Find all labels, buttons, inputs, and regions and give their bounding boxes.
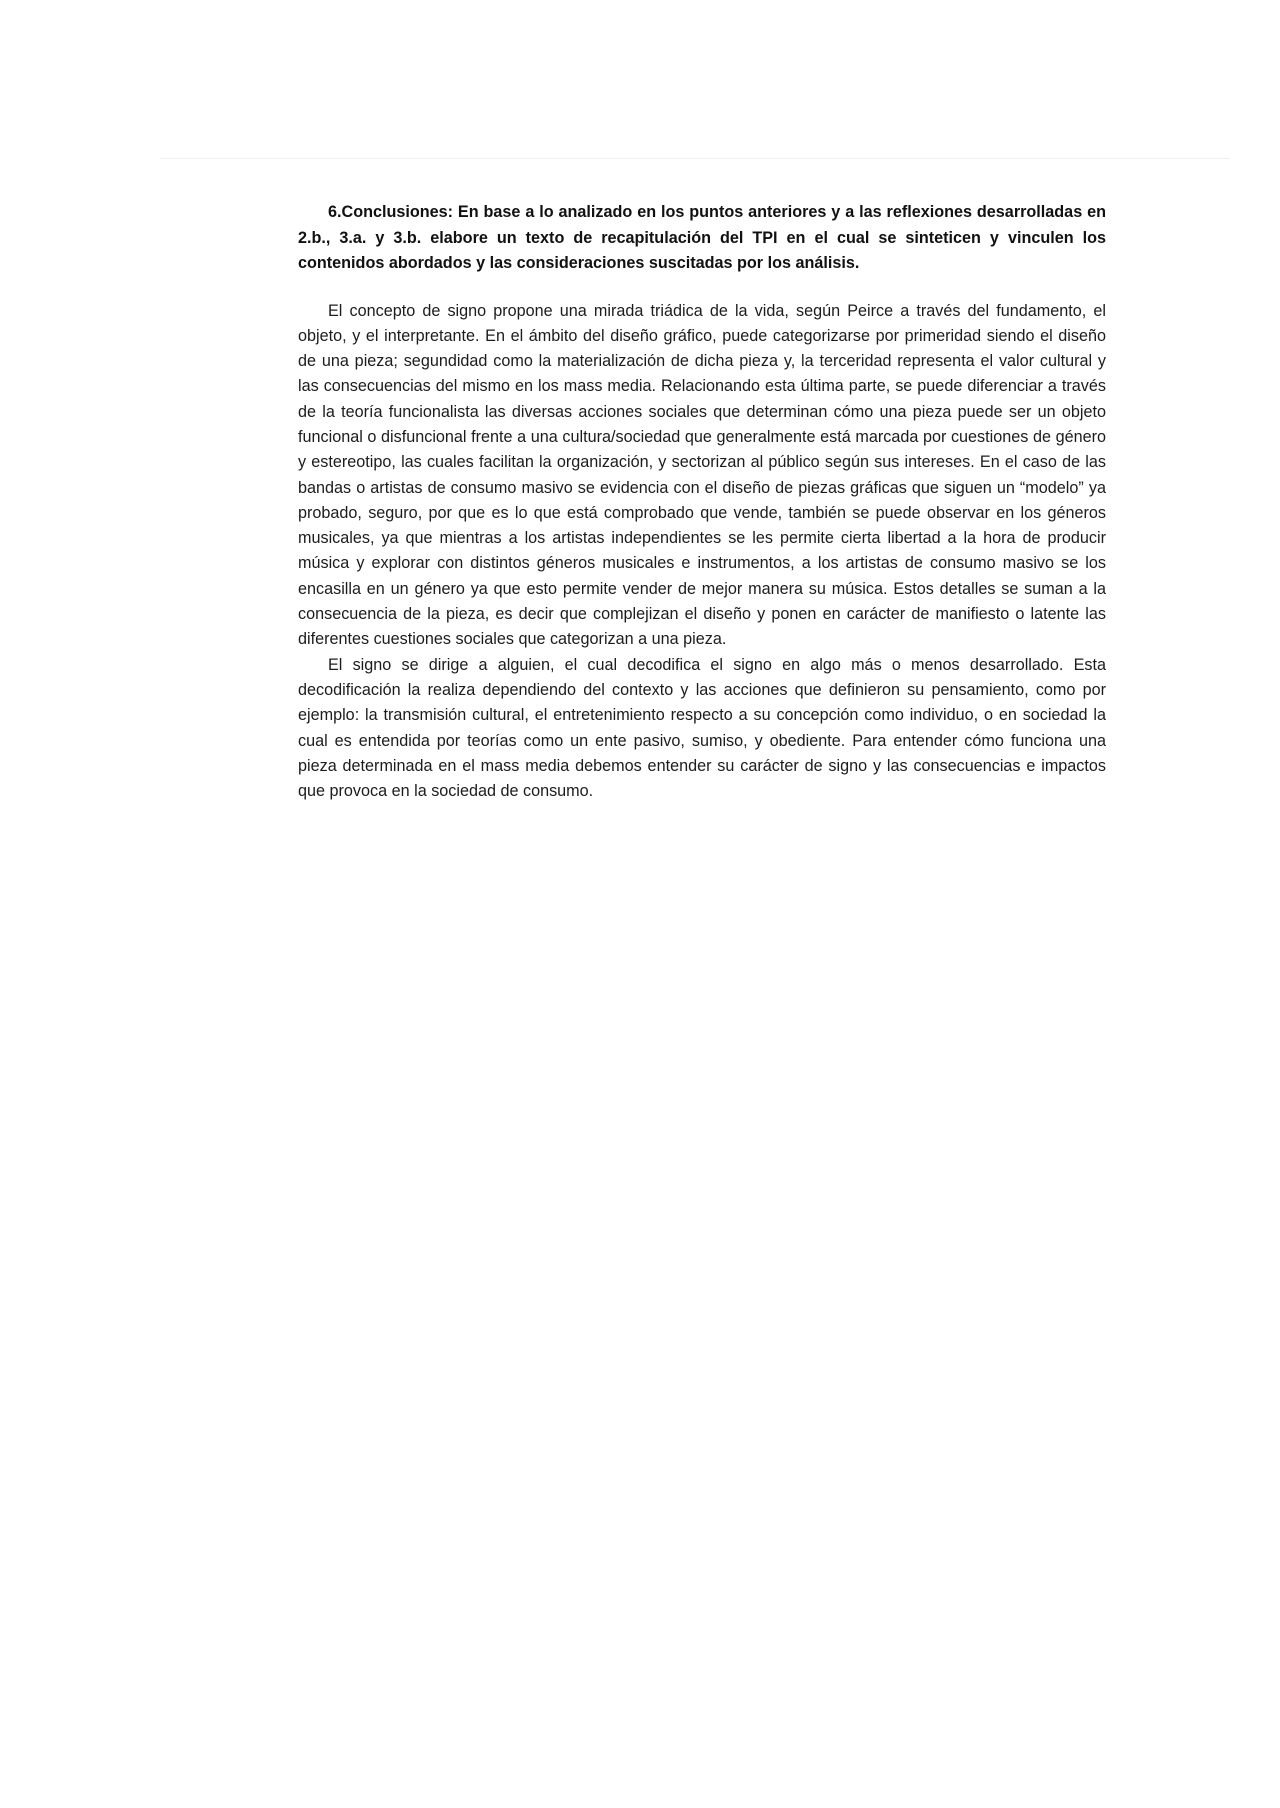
document-body xyxy=(298,200,1106,804)
paragraph-1: El concepto de signo propone una mirada triádica de la vida, según Peirce a través del fundamento, el objeto, y el interpretante. En el ámbito del diseño gráfico, puede categorizarse por primeridad siendo el diseño de una pieza; segundidad como la materialización de dicha pieza y, la terceridad representa el valor cultural y las consecuencias del mismo en los mass media. Relacionando esta última parte, se puede diferenciar a través de la teoría funcionalista las diversas acciones sociales que determinan cómo una pieza puede ser un objeto funcional o disfuncional frente a una cultura/sociedad que generalmente está marcada por cuestiones de género y estereotipo, las cuales facilitan la organización, y sectorizan al público según sus intereses. En el caso de las bandas o artistas de consumo masivo se evidencia con el diseño de piezas gráficas que siguen un “modelo” ya probado, seguro, por que es lo que está comprobado que vende, también se puede observar en los géneros musicales, ya que mientras a los artistas independientes se les permite cierta libertad a la hora de producir música y explorar con distintos géneros musicales e instrumentos, a los artistas de consumo masivo se los encasilla en un género ya que esto permite vender de mejor manera su música. Estos detalles se suman a la consecuencia de la pieza, es decir que complejizan el diseño y ponen en carácter de manifiesto o latente las diferentes cuestiones sociales que categorizan a una pieza. xyxy=(298,301,1106,649)
page-top-divider xyxy=(160,158,1230,159)
section-heading: 6.Conclusiones: En base a lo analizado en los puntos anteriores y a las reflexiones desarrolladas en 2.b., 3.a. y 3.b. elabore un texto de recapitulación del TPI en el cual se sinteticen y vinculen los contenidos abordados y las consideraciones suscitadas por los análisis. xyxy=(298,203,1106,272)
paragraph-2: El signo se dirige a alguien, el cual decodifica el signo en algo más o menos desarrollado. Esta decodificación la realiza dependiendo del contexto y las acciones que definieron su pensamiento, como por ejemplo: la transmisión cultural, el entretenimiento respecto a su concepción como individuo, o en sociedad la cual es entendida por teorías como un ente pasivo, sumiso, y obediente. Para entender cómo funciona una pieza determinada en el mass media debemos entender su carácter de signo y las consecuencias e impactos que provoca en la sociedad de consumo. xyxy=(298,655,1106,801)
heading-spacer xyxy=(298,277,1106,299)
